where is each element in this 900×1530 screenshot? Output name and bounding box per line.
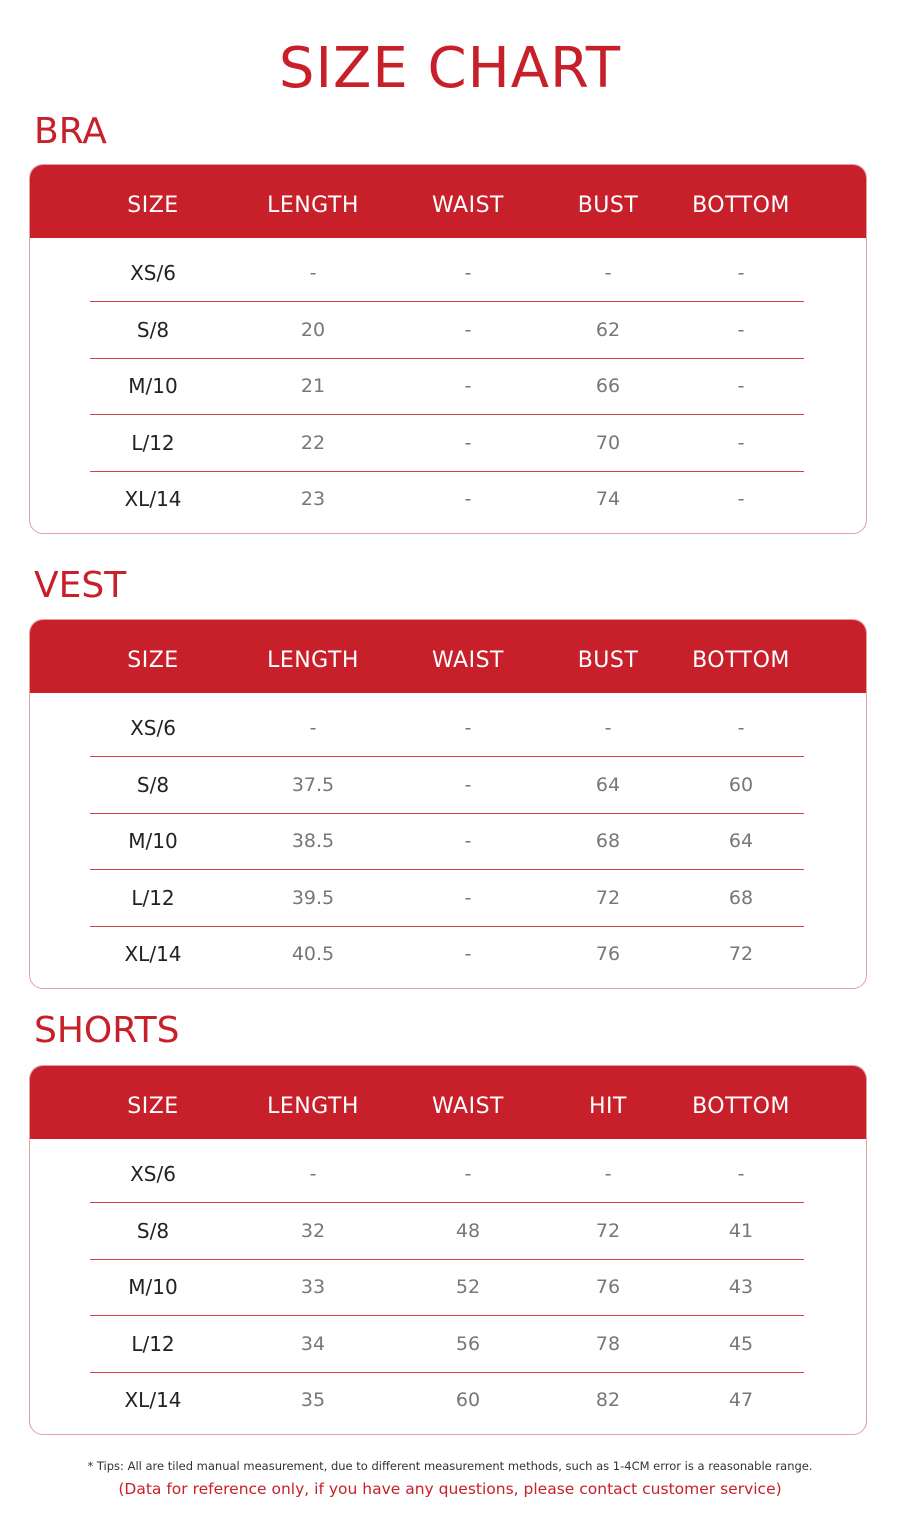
cell-size: M/10 xyxy=(128,1275,178,1299)
cell-size: XS/6 xyxy=(130,261,176,285)
header-col4: HIT xyxy=(589,1094,627,1119)
cell-bottom: 45 xyxy=(728,1332,754,1355)
cell-col4: - xyxy=(604,717,612,739)
header-length: LENGTH xyxy=(267,1094,359,1119)
cell-waist: - xyxy=(464,318,472,341)
cell-col4: 70 xyxy=(595,431,621,454)
header-length: LENGTH xyxy=(267,648,359,673)
cell-waist: 52 xyxy=(455,1276,481,1298)
size-table-vest xyxy=(29,619,867,989)
cell-col4: 78 xyxy=(595,1332,621,1355)
header-size: SIZE xyxy=(127,648,179,673)
cell-col4: 74 xyxy=(595,488,621,510)
page-title: SIZE CHART xyxy=(278,36,622,101)
cell-waist: - xyxy=(464,943,472,965)
cell-length: - xyxy=(309,1163,317,1185)
cell-bottom: 47 xyxy=(728,1389,754,1411)
cell-size: S/8 xyxy=(136,1218,170,1243)
cell-size: XL/14 xyxy=(124,487,182,511)
cell-bottom: 60 xyxy=(728,773,754,796)
cell-col4: 66 xyxy=(595,375,621,397)
reference-note: (Data for reference only, if you have any questions, please contact customer service) xyxy=(118,1480,782,1498)
table-row xyxy=(90,700,804,757)
table-row xyxy=(90,471,804,527)
table-row xyxy=(90,1316,804,1373)
cell-waist: 56 xyxy=(455,1332,481,1355)
cell-col4: 76 xyxy=(595,943,621,965)
table-row xyxy=(90,870,804,927)
cell-length: 21 xyxy=(300,375,326,397)
table-row xyxy=(90,302,804,359)
cell-size: XS/6 xyxy=(130,716,176,740)
cell-length: 20 xyxy=(300,318,326,341)
cell-size: M/10 xyxy=(128,374,178,398)
section-title-shorts: SHORTS xyxy=(34,1010,180,1051)
cell-bottom: 64 xyxy=(728,830,754,852)
table-row xyxy=(90,1372,804,1428)
cell-length: 22 xyxy=(300,431,326,454)
cell-waist: - xyxy=(464,717,472,739)
cell-length: 35 xyxy=(300,1389,326,1411)
cell-size: S/8 xyxy=(136,772,170,797)
cell-waist: - xyxy=(464,262,472,284)
table-header xyxy=(30,1066,866,1139)
table-row xyxy=(90,1203,804,1260)
table-row xyxy=(90,1259,804,1316)
cell-length: 37.5 xyxy=(291,773,335,796)
cell-length: 38.5 xyxy=(291,830,335,852)
cell-length: 34 xyxy=(300,1332,326,1355)
header-bottom: BOTTOM xyxy=(692,1094,790,1119)
cell-length: - xyxy=(309,262,317,284)
table-header xyxy=(30,165,866,238)
cell-col4: 72 xyxy=(595,886,621,909)
table-row xyxy=(90,358,804,415)
cell-waist: - xyxy=(464,375,472,397)
size-table-shorts xyxy=(29,1065,867,1435)
header-waist: WAIST xyxy=(432,193,504,218)
cell-size: S/8 xyxy=(136,317,170,342)
cell-waist: - xyxy=(464,886,472,909)
cell-col4: 76 xyxy=(595,1276,621,1298)
cell-waist: - xyxy=(464,1163,472,1185)
table-row xyxy=(90,1146,804,1203)
cell-length: - xyxy=(309,717,317,739)
cell-bottom: - xyxy=(737,717,745,739)
cell-waist: - xyxy=(464,431,472,454)
cell-size: XS/6 xyxy=(130,1162,176,1186)
section-title-vest: VEST xyxy=(34,565,127,606)
size-table-bra xyxy=(29,164,867,534)
cell-col4: 72 xyxy=(595,1219,621,1242)
cell-length: 40.5 xyxy=(291,943,335,965)
header-waist: WAIST xyxy=(432,648,504,673)
cell-length: 32 xyxy=(300,1219,326,1242)
cell-col4: 64 xyxy=(595,773,621,796)
cell-length: 33 xyxy=(300,1276,326,1298)
cell-col4: 82 xyxy=(595,1389,621,1411)
cell-col4: - xyxy=(604,1163,612,1185)
cell-size: M/10 xyxy=(128,829,178,853)
header-size: SIZE xyxy=(127,193,179,218)
cell-bottom: - xyxy=(737,488,745,510)
table-row xyxy=(90,415,804,472)
cell-waist: - xyxy=(464,488,472,510)
cell-col4: - xyxy=(604,262,612,284)
header-size: SIZE xyxy=(127,1094,179,1119)
header-col4: BUST xyxy=(577,193,639,218)
table-row xyxy=(90,813,804,870)
cell-bottom: - xyxy=(737,431,745,454)
table-row xyxy=(90,757,804,814)
cell-bottom: 68 xyxy=(728,886,754,909)
header-length: LENGTH xyxy=(267,193,359,218)
cell-waist: 48 xyxy=(455,1219,481,1242)
measurement-tips: * Tips: All are tiled manual measurement, due to different measurement methods, such as 1-4CM error is a reasonable range. xyxy=(87,1459,813,1473)
cell-bottom: - xyxy=(737,262,745,284)
cell-waist: - xyxy=(464,830,472,852)
table-header xyxy=(30,620,866,693)
cell-waist: - xyxy=(464,773,472,796)
cell-bottom: 72 xyxy=(728,943,754,965)
cell-length: 23 xyxy=(300,488,326,510)
header-bottom: BOTTOM xyxy=(692,648,790,673)
cell-bottom: 43 xyxy=(728,1276,754,1298)
cell-size: XL/14 xyxy=(124,942,182,966)
cell-bottom: 41 xyxy=(728,1219,754,1242)
cell-length: 39.5 xyxy=(291,886,335,909)
cell-size: L/12 xyxy=(131,430,175,455)
header-waist: WAIST xyxy=(432,1094,504,1119)
cell-size: L/12 xyxy=(131,1331,175,1356)
cell-bottom: - xyxy=(737,318,745,341)
cell-waist: 60 xyxy=(455,1389,481,1411)
cell-size: XL/14 xyxy=(124,1388,182,1412)
table-row xyxy=(90,926,804,982)
header-bottom: BOTTOM xyxy=(692,193,790,218)
section-title-bra: BRA xyxy=(34,111,107,152)
header-col4: BUST xyxy=(577,648,639,673)
cell-col4: 68 xyxy=(595,830,621,852)
cell-bottom: - xyxy=(737,375,745,397)
cell-col4: 62 xyxy=(595,318,621,341)
cell-bottom: - xyxy=(737,1163,745,1185)
table-row xyxy=(90,245,804,302)
cell-size: L/12 xyxy=(131,885,175,910)
